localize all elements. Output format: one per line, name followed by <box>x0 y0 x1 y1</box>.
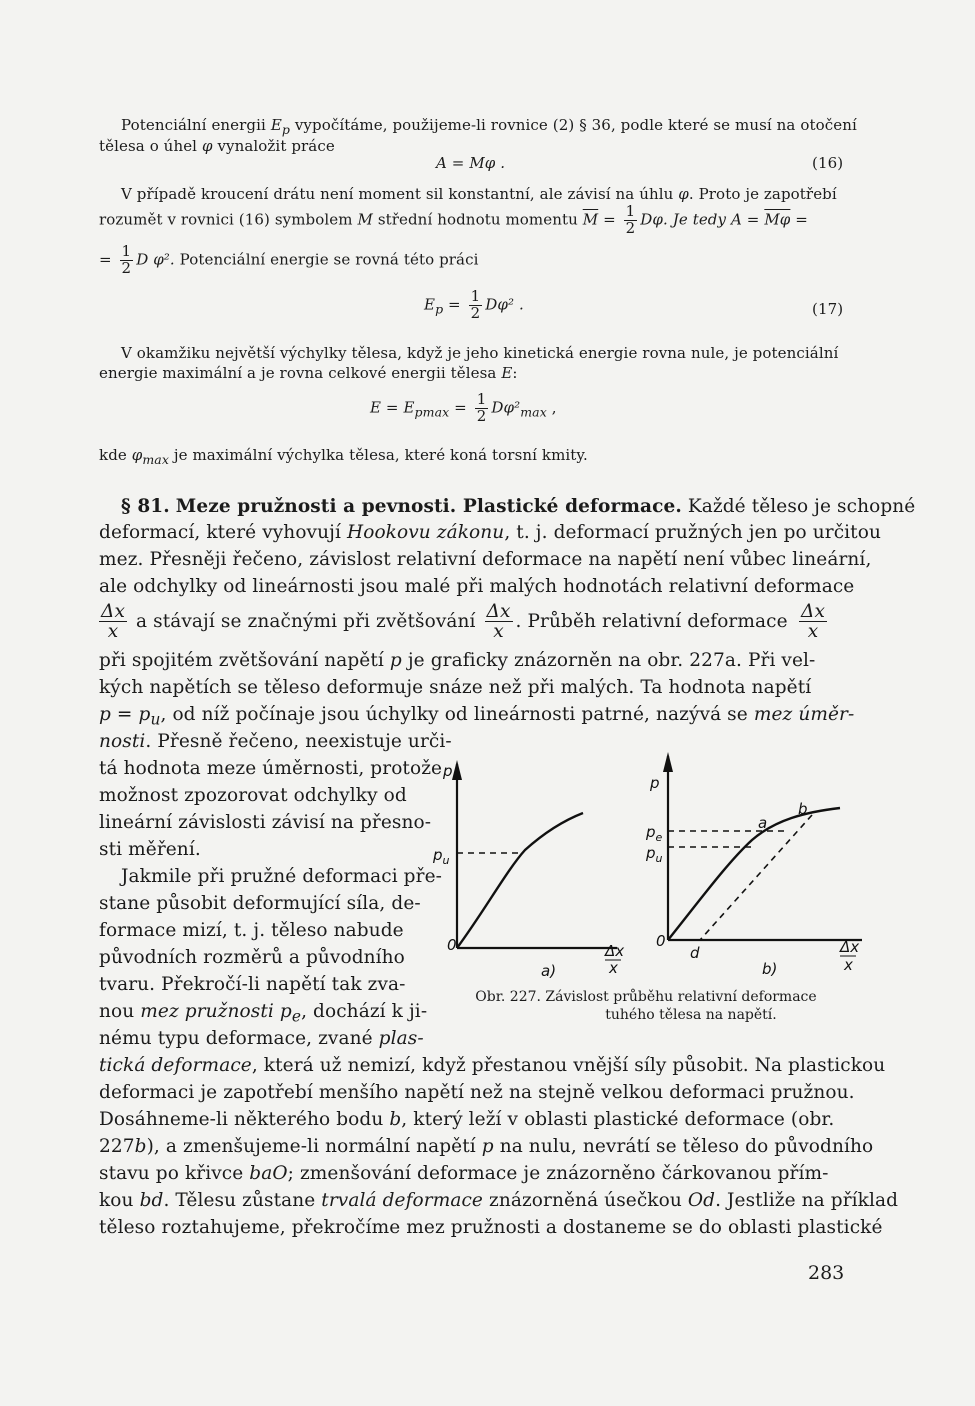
symbol: φ <box>201 137 213 155</box>
paragraph-line: kých napětích se těleso deformuje snáze než při malých. Ta hodnota napětí <box>99 677 812 698</box>
y-axis-arrow <box>663 752 673 772</box>
paragraph-line: = $\frac{1}{2}$ D φ². Potenciální energie se rovná této práci <box>99 242 479 277</box>
section-number: § 81. <box>121 496 170 517</box>
paragraph-line: původních rozměrů a původního <box>99 947 405 968</box>
x-axis-label-num: Δx <box>840 938 860 956</box>
caption-line: Obr. 227. Závislost průběhu relativní deformace <box>475 989 817 1005</box>
equation-18: $E = E_{pmax}$ = $\frac{1}{2}$ $D\varphi^2_{max}$ , <box>370 390 557 425</box>
text: vynaložit práce <box>217 137 335 155</box>
paragraph-line: $\frac{\Delta x}{x}$ a stávají se značnými při zvětšování $\frac{\Delta x}{x}$ . Průběh relativní deformace <box>101 601 788 643</box>
stress-strain-curve <box>668 808 840 940</box>
section-title: Meze pružnosti a pevnosti. Plastické deformace. <box>175 496 682 517</box>
paragraph-line: při spojitém zvětšování napětí p je graficky znázorněn na obr. 227a. Při vel- <box>99 650 816 671</box>
caption-line: tuhého tělesa na napětí. <box>605 1007 777 1023</box>
paragraph-line: stane působit deformující síla, de- <box>99 893 421 914</box>
fraction: $\frac{1}{2}$ <box>121 242 132 277</box>
figure-227b <box>640 750 870 990</box>
paragraph-line: rozumět v rovnici (16) symbolem M střední hodnotu momentu $\overline{M}$ = $\frac{1}{2}$ Dφ. Je tedy $A = \overline{M\varphi}$ = <box>99 202 808 237</box>
figure-tag-a: a) <box>541 962 557 980</box>
fraction-dx-x: $\frac{\Delta x}{x}$ <box>101 601 125 643</box>
y-axis-arrow <box>452 760 462 780</box>
y-axis-label: p <box>650 774 660 792</box>
pe-label: $p_e$ <box>646 823 663 844</box>
paragraph-line: Jakmile při pružné deformaci pře- <box>121 866 442 887</box>
paragraph-line: tvaru. Překročí-li napětí tak zva- <box>99 974 406 995</box>
fraction: $\frac{1}{2}$ <box>625 202 636 237</box>
pu-label: $p_u$ <box>646 844 663 865</box>
paragraph-line: V případě kroucení drátu není moment sil konstantní, ale závisí na úhlu φ. Proto je zapotřebí <box>121 185 837 203</box>
paragraph-line: nou mez pružnosti $p_e$, dochází k ji- <box>99 1001 428 1026</box>
figure-caption <box>444 988 848 1024</box>
point-a-label: a <box>758 814 768 832</box>
paragraph-line: mez. Přesněji řečeno, závislost relativní deformace na napětí není vůbec lineární, <box>99 549 872 570</box>
paragraph-line: formace mizí, t. j. těleso nabude <box>99 920 404 941</box>
paragraph-line: 227b), a zmenšujeme-li normální napětí p na nulu, nevrátí se těleso do původního <box>99 1136 874 1157</box>
equation-number: (16) <box>812 154 844 172</box>
equation-number: (17) <box>812 300 844 318</box>
paragraph-line: energie maximální a je rovna celkové energii tělesa E: <box>99 364 518 382</box>
paragraph-line: tická deformace, která už nemizí, když přestanou vnější síly působit. Na plastickou <box>99 1055 886 1076</box>
stress-strain-curve <box>457 813 583 948</box>
section-heading-line: § 81. Meze pružnosti a pevnosti. Plastické deformace. Každé těleso je schopné <box>121 496 916 517</box>
y-axis-label: p <box>443 762 453 780</box>
point-d-label: d <box>690 944 700 962</box>
paragraph-line: $p = p_u$, od níž počínaje jsou úchylky od lineárnosti patrné, nazývá se mez úměr- <box>99 704 855 729</box>
paragraph-line: možnost zpozorovat odchylky od <box>99 785 407 806</box>
paragraph-line: lineární závislosti závisí na přesno- <box>99 812 432 833</box>
point-b-label: b <box>798 800 808 818</box>
paragraph-line: nému typu deformace, zvané plas- <box>99 1028 424 1049</box>
equation-16: A = Mφ . <box>436 154 506 172</box>
paragraph-line: Dosáhneme-li některého bodu b, který leží v oblasti plastické deformace (obr. <box>99 1109 835 1130</box>
text: vypočítáme, použijeme-li rovnice (2) § 36, podle které se musí na otočení <box>294 116 857 134</box>
text: Potenciální energii <box>121 116 266 134</box>
equation-17: $E_p$ = $\frac{1}{2}$ Dφ² . <box>424 287 524 322</box>
paragraph-line: sti měření. <box>99 839 201 860</box>
paragraph-line: stavu po křivce baO; zmenšování deformace je znázorněno čárkovanou přím- <box>99 1163 829 1184</box>
origin-label: 0 <box>656 932 666 950</box>
paragraph-line: ale odchylky od lineárnosti jsou malé při malých hodnotách relativní deformace <box>99 576 855 597</box>
paragraph-line: deformací, které vyhovují Hookovu zákonu, t. j. deformací pružných jen po určitou <box>99 522 881 543</box>
text: tělesa o úhel <box>99 137 198 155</box>
x-axis-label-den: x <box>609 959 618 977</box>
x-axis-label-num: Δx <box>605 942 625 960</box>
paragraph-line <box>99 137 335 155</box>
paragraph-line: V okamžiku největší výchylky tělesa, když je jeho kinetická energie rovna nule, je potenciální <box>121 344 839 362</box>
paragraph-line: kou bd. Tělesu zůstane trvalá deformace znázorněná úsečkou Od. Jestliže na příklad <box>99 1190 899 1211</box>
paragraph-line: deformaci je zapotřebí menšího napětí než na stejně velkou deformaci pružnou. <box>99 1082 855 1103</box>
paragraph-line: nosti. Přesně řečeno, neexistuje urči- <box>99 731 452 752</box>
subscript: p <box>281 122 290 137</box>
symbol: E <box>270 116 282 134</box>
fraction: $\frac{1}{2}$ <box>476 390 487 425</box>
paragraph-line: tá hodnota meze úměrnosti, protože <box>99 758 443 779</box>
fraction-dx-x-right: $\frac{\Delta x}{x}$ <box>801 601 825 643</box>
paragraph-line <box>121 116 857 137</box>
paragraph-line: těleso roztahujeme, překročíme mez pružnosti a dostaneme se do oblasti plastické <box>99 1217 883 1238</box>
paragraph-line: kde $\varphi_{max}$ je maximální výchylka tělesa, které koná torsní kmity. <box>99 446 588 467</box>
origin-label: 0 <box>447 936 457 954</box>
x-axis-label-den: x <box>844 956 853 974</box>
fraction: $\frac{1}{2}$ <box>470 287 481 322</box>
figure-tag-b: b) <box>762 960 778 978</box>
page-number: 283 <box>808 1262 845 1284</box>
fraction-dx-x: $\frac{\Delta x}{x}$ <box>486 601 511 643</box>
figure-227a <box>425 750 625 990</box>
pu-label: $p_u$ <box>433 846 450 867</box>
